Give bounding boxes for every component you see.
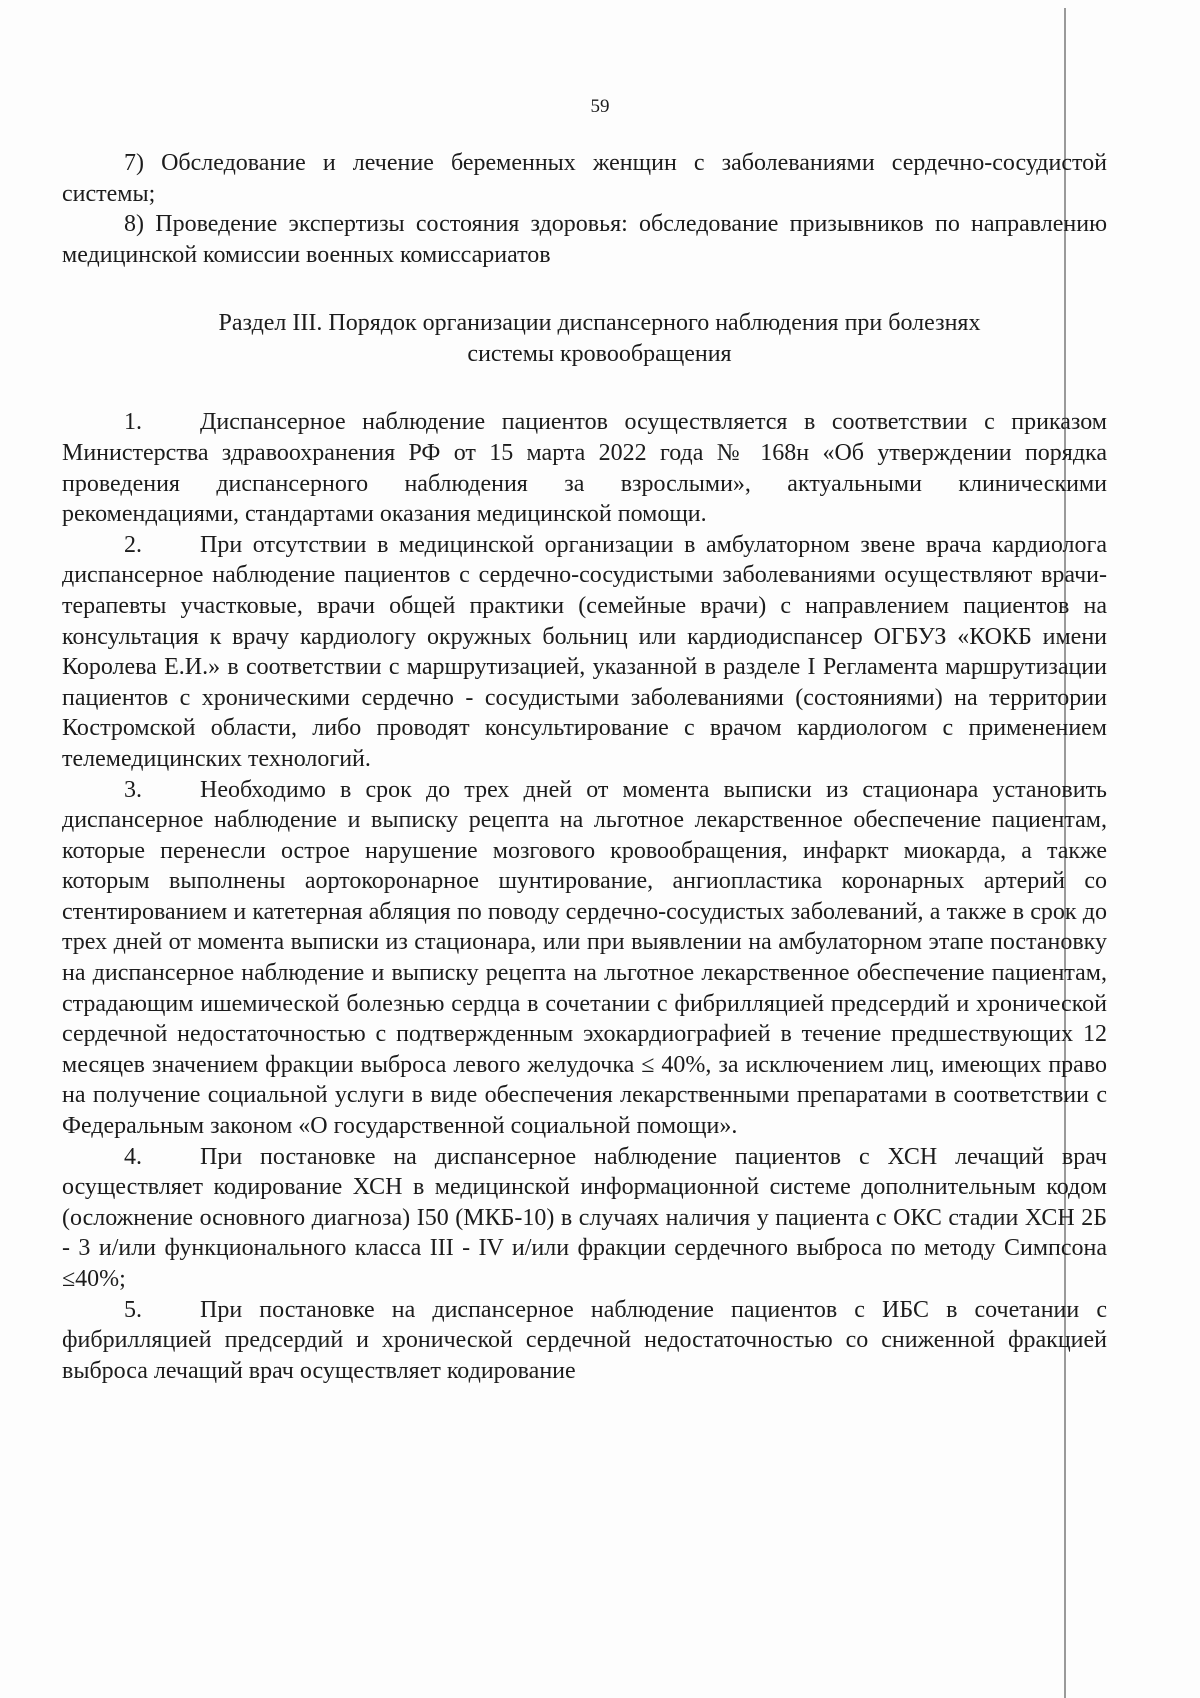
paragraph-text: Необходимо в срок до трех дней от момента выписки из стационара установить диспансерное наблюдение и выписку рецепта на льготное лекарственное обеспечение пациентам, которые перенесли острое нарушение мозгового кровообращения, инфаркт миокарда, а также которым выполнены аортокоронарное шунтирование, ангиопластика коронарных артерий со стентированием и катетерная абляция по поводу сердечно-сосудистых заболеваний, а также в срок до трех дней от момента выписки из стационара, или при выявлении на амбулаторном этапе постановку на диспансерное наблюдение и выписку рецепта на льготное лекарственное обеспечение пациентам, страдающим ишемической болезнью сердца в сочетании с фибрилляцией предсердий и хронической сердечной недостаточностью с подтвержденным эхокардиографией в течение предшествующих 12 месяцев значением фракции выброса левого желудочка ≤ 40%, за исключением лиц, имеющих право на получение социальной услуги в виде обеспечения лекарственными препаратами в соответствии с Федеральным законом «О государственной социальной помощи». [62,776,1107,1140]
section-heading-line-1: Раздел III. Порядок организации диспансерного наблюдения при болезнях [218,310,981,337]
paragraph-number: 3. [124,776,142,803]
paragraph-text: При постановке на диспансерное наблюдение пациентов с ИБС в сочетании с фибрилляцией предсердий и хронической сердечной недостаточностью со сниженной фракцией выброса лечащий врач осуществляет кодирование [62,1296,1107,1384]
paragraph-text: Диспансерное наблюдение пациентов осуществляется в соответствии с приказом Министерства здравоохранения РФ от 15 марта 2022 года № 168н «Об утверждении порядка проведения диспансерного наблюдения за взрослыми», актуальными клиническими рекомендациями, стандартами оказания медицинской помощи. [62,409,1107,528]
paragraph-number: 1. [124,409,142,436]
numbered-paragraph-1 [62,407,1107,529]
list-item-7: 7) Обследование и лечение беременных женщин с заболеваниями сердечно-сосудистой системы; [62,150,1107,207]
document-body [62,148,1107,1386]
paragraph-number: 5. [124,1296,142,1323]
list-item-8: 8) Проведение экспертизы состояния здоровья: обследование призывников по направлению медицинской комиссии военных комиссариатов [62,211,1107,268]
page-number: 59 [590,96,610,117]
paragraph-number: 4. [124,1143,142,1170]
section-heading [62,308,1107,370]
paragraph-text: При постановке на диспансерное наблюдение пациентов с ХСН лечащий врач осуществляет кодирование ХСН в медицинской информационной системе дополнительным кодом (осложнение основного диагноза) I50 (МКБ-10) в случаях наличия у пациента с ОКС стадии ХСН 2Б - 3 и/или функционального класса III - IV и/или фракции сердечного выброса по методу Симпсона ≤40%; [62,1143,1107,1292]
numbered-paragraph-3 [62,775,1107,1142]
section-heading-line-2: системы кровообращения [467,341,732,368]
numbered-paragraph-2 [62,530,1107,775]
numbered-paragraph-4 [62,1142,1107,1295]
paragraph-number: 2. [124,531,142,558]
numbered-paragraph-5 [62,1295,1107,1387]
paragraph-text: При отсутствии в медицинской организации в амбулаторном звене врача кардиолога диспансерное наблюдение пациентов с сердечно-сосудистыми заболеваниями осуществляют врачи-терапевты участковые, врачи общей практики (семейные врачи) с направлением пациентов на консультация к врачу кардиологу окружных больниц или кардиодиспансер ОГБУЗ «КОКБ имени Королева Е.И.» в соответствии с маршрутизацией, указанной в разделе I Регламента маршрутизации пациентов с хроническими сердечно - сосудистыми заболеваниями (состояниями) на территории Костромской области, либо проводят консультирование с врачом кардиологом с применением телемедицинских технологий. [62,531,1107,772]
